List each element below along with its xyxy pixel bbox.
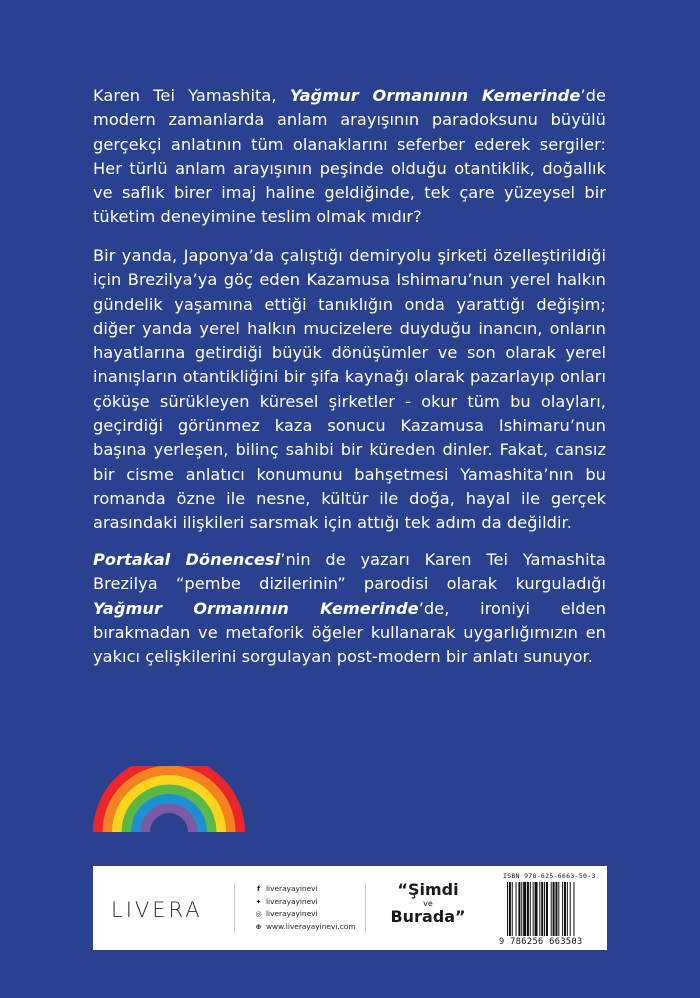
barcode-bar [558,882,559,936]
book-title-emphasis: Yağmur Ormanının Kemerinde [289,86,581,105]
barcode-bar [564,882,566,936]
website-url: www.liverayayinevi.com [266,921,356,931]
para1-text-2: ’de modern zamanlarda anlam arayışının paradoksunu büyülü gerçekçi anlatının tüm olanaklarını seferber ederek sergiler: Her türlü anlam arayışının peşinde olduğu otantiklik, doğallık ve saflık birer imaj haline geldiğinde, tek çare yüzeysel bir tüketim deneyimine teslim olmak mıdır? [93,86,606,227]
publisher-logo: LIVERA [111,898,203,922]
barcode-bar [567,882,568,936]
other-book-title-emphasis: Portakal Dönencesi [93,550,281,569]
isbn-number: 9 786256 663503 [499,937,583,947]
description-paragraph-1 [93,84,606,230]
social-links [255,883,356,933]
barcode-bar [553,882,555,936]
barcode-bar [512,882,513,936]
social-item-instagram[interactable] [255,908,356,921]
isbn-label: ISBN 978-625-6663-50-3 [503,872,596,880]
social-item-website[interactable] [255,921,356,934]
barcode-bar [521,882,522,936]
barcode-bar [546,882,548,936]
barcode-bar [530,882,531,936]
twitter-icon: ✦ [255,897,262,906]
barcode-bar [533,882,534,936]
facebook-icon: f [256,885,261,893]
barcode-bar [551,882,552,936]
series-logo [385,881,471,926]
barcode-bar [535,882,538,936]
barcode-bar [539,882,540,936]
barcode-bar [570,882,571,936]
barcode-bar [523,882,526,936]
rainbow-icon [93,766,245,832]
footer-panel [93,866,607,950]
social-handle: liverayayinevi [266,884,318,893]
globe-icon: ⊕ [255,922,262,931]
barcode-bar [518,882,520,936]
series-line-2: ve [423,899,433,908]
para3-text-1: ’nin de yazarı Karen Tei Yamashita Brezilya “pembe dizilerinin” parodisi olarak kurguladığı [93,550,606,594]
barcode-bar [507,882,508,936]
para1-text-1: Karen Tei Yamashita, [93,86,290,105]
barcode-bar [541,882,543,936]
social-item-twitter[interactable] [255,896,356,909]
description-paragraph-3 [93,548,606,669]
barcode-bar [516,882,517,936]
social-handle: liverayayinevi [266,896,318,906]
description-paragraph-2: Bir yanda, Japonya’da çalıştığı demiryolu şirketi özelleştirildiği için Brezilya’ya göç eden Kazamusa Ishimaru’nun yerel halkın gündelik yaşamına ettiği tanıklığın onda yarattığı değişim; diğer yanda yerel halkın mucizelere duyduğu inancın, onların hayatlarına getirdiği büyük dönüşümler ve son olarak yerel inanışların otantikliğini bir şifa kaynağı olarak pazarlayıp onları çöküşe sürükleyen küresel şirketler - okur tüm bu olayları, geçirdiği görünmez kaza sonucu Kazamusa Ishimaru’nun başına yerleşen, bilinç sahibi bir küreden dinler. Fakat, cansız bir cisme anlatıcı konumunu bahşetmesi Yamashita’nın bu romanda özne ile nesne, kültür ile doğa, hayal ile gerçek arasındaki ilişkileri sarsmak için attığı tek adım da değildir. [93,246,606,533]
social-handle: liverayayinevi [266,909,318,919]
barcode-bar [562,882,563,936]
barcode-bar [544,882,545,936]
para3-text-2: ’de, ironiyi elden bırakmadan ve metaforik öğeler kullanarak uygarlığımızın en yakıcı çelişkilerini sorgulayan post-modern bir anlatı sunuyor. [93,598,606,667]
barcode-bar [555,882,557,936]
book-title-emphasis-2: Yağmur Ormanının Kemerinde [93,598,419,618]
instagram-icon: ◎ [255,910,262,919]
social-item-facebook[interactable] [255,883,356,896]
barcode-bar [509,882,511,936]
barcode-bar [574,882,575,936]
divider [234,884,235,932]
series-line-1: “Şimdi [397,880,459,899]
series-line-3: Burada” [390,907,466,926]
barcode-bar [527,882,529,936]
barcode [507,882,597,936]
divider [365,884,366,932]
